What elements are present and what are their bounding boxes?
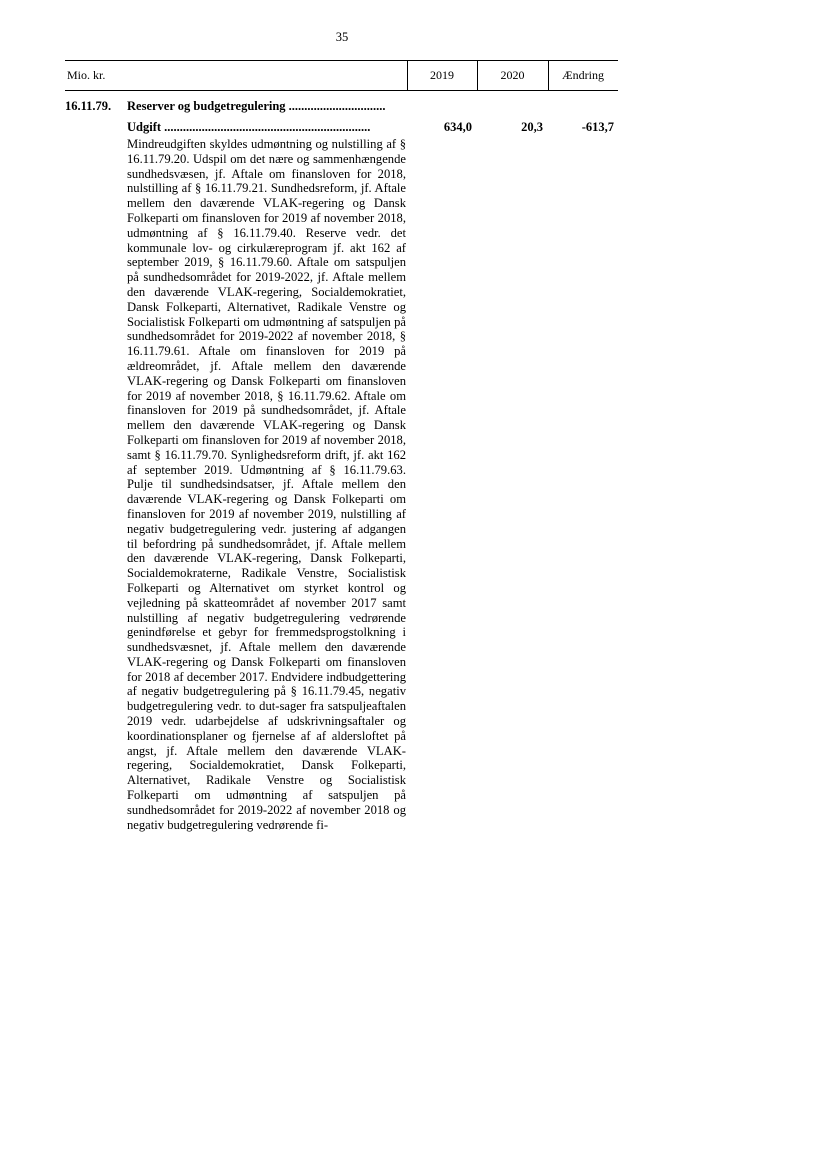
column-header-2020: 2020 <box>500 68 525 82</box>
description-paragraph: Mindreudgiften skyldes udmøntning og nulstilling af § 16.11.79.20. Udspil om det nære og sammenhængende sundhedsvæsen, jf. Aftale om finansloven for 2018, nulstilling af § 16.11.79.21. Sundhedsreform, jf. Aftale mellem den daværende VLAK-regering og Dansk Folkeparti om finansloven for 2019 af november 2018, udmøntning af § 16.11.79.40. Reserve vedr. det kommunale lov- og cirkulæreprogram jf. akt 162 af september 2019, § 16.11.79.60. Aftale om satspuljen på sundhedsområdet for 2019-2022, jf. Aftale mellem den daværende VLAK-regering, Socialdemokratiet, Dansk Folkeparti, Alternativet, Radikale Venstre og Socialistisk Folkeparti om udmøntning af satspuljen på sundhedsområdet for 2019-2022 af november 2018, § 16.11.79.61. Aftale om finansloven for 2019 på ældreområdet, jf. Aftale mellem den daværende VLAK-regering og Dansk Folkeparti om finansloven for 2019 af november 2018, § 16.11.79.62. Aftale om finansloven for 2019 på sundhedsområdet, jf. Aftale mellem den daværende VLAK-regering og Dansk Folkeparti om finansloven for 2019 af november 2018, samt § 16.11.79.70. Synlighedsreform drift, jf. akt 162 af september 2019. Udmøntning af § 16.11.79.63. Pulje til sundhedsindsatser, jf. Aftale mellem den daværende VLAK-regering og Dansk Folkeparti om finansloven for 2019 af november 2019, nulstilling af negativ budgetregulering vedr. justering af adgangen til befordring på sundhedsområdet, jf. Aftale mellem den daværende VLAK-regering, Dansk Folkeparti, Socialdemokraterne, Radikale Venstre, Socialistisk Folkeparti og Alternativet om styrket kontrol og vejledning på skatteområdet af november 2017 samt nulstilling af negativ budgetregulering vedrørende genindførelse et gebyr for fremmedsprogstolkning i sundhedsvæsnet, jf. Aftale mellem den daværende VLAK-regering og Dansk Folkeparti om finansloven for 2018 af december 2017. Endvidere indbudgettering af negativ budgetregulering på § 16.11.79.45, negativ budgetregulering vedr. to dut-sager fra satspuljeaftalen 2019 vedr. udarbejdelse af udskrivningsaftaler og koordinationsplaner og fjernelse af af aldersloftet på angst, jf. Aftale mellem den daværende VLAK-regering, Socialdemokratiet, Dansk Folkeparti, Alternativet, Radikale Venstre og Socialistisk Folkeparti om udmøntning af satspuljen på sundhedsområdet for 2019-2022 af november 2018 og negativ budgetregulering vedrørende fi- <box>127 137 406 832</box>
page-number: 35 <box>335 30 349 44</box>
value-change: -613,7 <box>581 120 614 134</box>
column-header-2019: 2019 <box>430 68 454 82</box>
expense-label: Udgift .................................................................. <box>127 120 371 134</box>
account-number: 16.11.79. <box>65 99 112 113</box>
table-header <box>65 60 618 91</box>
account-title: Reserver og budgetregulering ............................... <box>127 99 386 113</box>
value-2019: 634,0 <box>443 120 472 134</box>
column-header-change: Ændring <box>562 68 604 82</box>
value-2020: 20,3 <box>521 120 543 134</box>
unit-header: Mio. kr. <box>67 68 106 82</box>
